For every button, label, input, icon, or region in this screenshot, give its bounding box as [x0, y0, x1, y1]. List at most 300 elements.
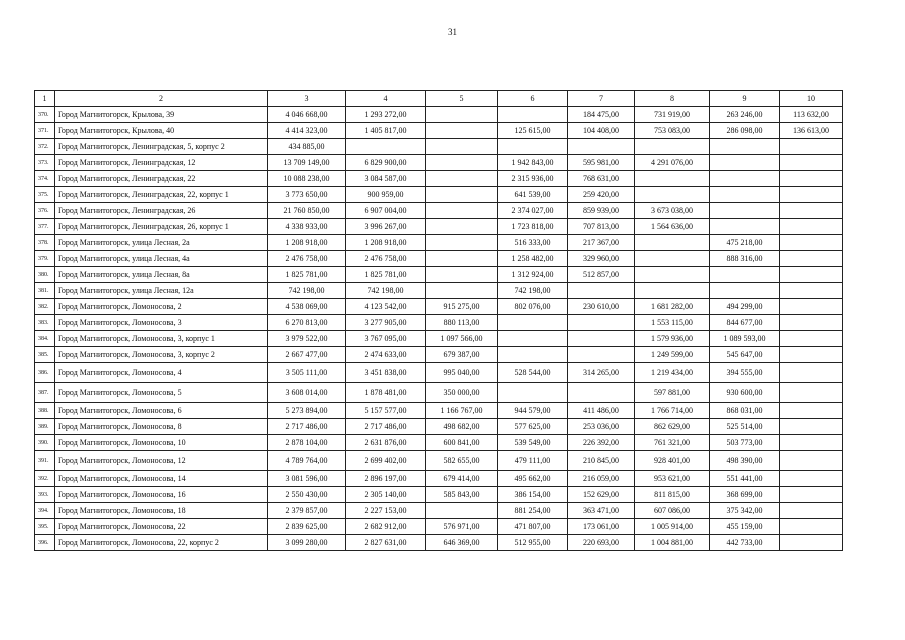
table-row [35, 107, 843, 123]
amount-cell: 471 807,00 [498, 519, 568, 535]
amount-cell: 394 555,00 [710, 363, 780, 383]
amount-cell: 1 564 636,00 [635, 219, 710, 235]
address-cell: Город Магнитогорск, Ленинградская, 26, корпус 1 [55, 219, 268, 235]
table-row [35, 331, 843, 347]
row-number-cell: 370. [35, 107, 55, 123]
address-cell: Город Магнитогорск, Ломоносова, 10 [55, 435, 268, 451]
amount-cell: 859 939,00 [568, 203, 635, 219]
amount-cell [635, 139, 710, 155]
table-row [35, 139, 843, 155]
amount-cell: 679 387,00 [426, 347, 498, 363]
amount-cell: 731 919,00 [635, 107, 710, 123]
amount-cell: 768 631,00 [568, 171, 635, 187]
amount-cell: 1 097 566,00 [426, 331, 498, 347]
amount-cell: 576 971,00 [426, 519, 498, 535]
amount-cell: 600 841,00 [426, 435, 498, 451]
amount-cell: 4 123 542,00 [346, 299, 426, 315]
amount-cell: 3 084 587,00 [346, 171, 426, 187]
amount-cell [568, 383, 635, 403]
amount-cell [635, 171, 710, 187]
table-row [35, 451, 843, 471]
amount-cell: 10 088 238,00 [268, 171, 346, 187]
column-header: 10 [780, 91, 843, 107]
table-row [35, 187, 843, 203]
amount-cell: 226 392,00 [568, 435, 635, 451]
amount-cell [780, 267, 843, 283]
amount-cell: 1 766 714,00 [635, 403, 710, 419]
amount-cell: 1 208 918,00 [268, 235, 346, 251]
amount-cell: 2 878 104,00 [268, 435, 346, 451]
amount-cell: 528 544,00 [498, 363, 568, 383]
amount-cell: 707 813,00 [568, 219, 635, 235]
amount-cell: 868 031,00 [710, 403, 780, 419]
address-cell: Город Магнитогорск, Ломоносова, 3, корпус 2 [55, 347, 268, 363]
page-number: 31 [448, 27, 457, 37]
address-cell: Город Магнитогорск, Ломоносова, 22 [55, 519, 268, 535]
amount-cell: 1 312 924,00 [498, 267, 568, 283]
table-row [35, 487, 843, 503]
row-number-cell: 385. [35, 347, 55, 363]
amount-cell: 3 505 111,00 [268, 363, 346, 383]
amount-cell [498, 383, 568, 403]
amount-cell [426, 171, 498, 187]
amount-cell: 2 374 027,00 [498, 203, 568, 219]
amount-cell: 641 539,00 [498, 187, 568, 203]
amount-cell: 551 441,00 [710, 471, 780, 487]
address-cell: Город Магнитогорск, Ломоносова, 5 [55, 383, 268, 403]
amount-cell: 1 723 818,00 [498, 219, 568, 235]
amount-cell [635, 235, 710, 251]
column-header: 6 [498, 91, 568, 107]
amount-cell: 1 681 282,00 [635, 299, 710, 315]
amount-cell [780, 155, 843, 171]
amount-cell: 539 549,00 [498, 435, 568, 451]
amount-cell [780, 235, 843, 251]
row-number-cell: 383. [35, 315, 55, 331]
amount-cell: 498 682,00 [426, 419, 498, 435]
table-row [35, 535, 843, 551]
amount-cell: 217 367,00 [568, 235, 635, 251]
table-row [35, 519, 843, 535]
address-cell: Город Магнитогорск, Ломоносова, 18 [55, 503, 268, 519]
amount-cell: 329 960,00 [568, 251, 635, 267]
amount-cell: 1 249 599,00 [635, 347, 710, 363]
amount-cell: 1 825 781,00 [346, 267, 426, 283]
amount-cell: 1 005 914,00 [635, 519, 710, 535]
amount-cell [780, 435, 843, 451]
table-row [35, 283, 843, 299]
row-number-cell: 378. [35, 235, 55, 251]
amount-cell: 4 538 069,00 [268, 299, 346, 315]
amount-cell: 2 379 857,00 [268, 503, 346, 519]
amount-cell: 1 219 434,00 [635, 363, 710, 383]
amount-cell [710, 267, 780, 283]
amount-cell: 597 881,00 [635, 383, 710, 403]
row-number-cell: 387. [35, 383, 55, 403]
amount-cell [635, 283, 710, 299]
address-cell: Город Магнитогорск, Ломоносова, 4 [55, 363, 268, 383]
table-row [35, 435, 843, 451]
row-number-cell: 389. [35, 419, 55, 435]
address-cell: Город Магнитогорск, улица Лесная, 8а [55, 267, 268, 283]
amount-cell [780, 535, 843, 551]
table-row [35, 155, 843, 171]
table-row [35, 383, 843, 403]
amount-cell [780, 471, 843, 487]
row-number-cell: 372. [35, 139, 55, 155]
amount-cell: 259 420,00 [568, 187, 635, 203]
amount-cell: 220 693,00 [568, 535, 635, 551]
amount-cell [635, 251, 710, 267]
row-number-cell: 390. [35, 435, 55, 451]
amount-cell [780, 171, 843, 187]
amount-cell: 1 089 593,00 [710, 331, 780, 347]
amount-cell: 434 885,00 [268, 139, 346, 155]
amount-cell: 375 342,00 [710, 503, 780, 519]
table-row [35, 267, 843, 283]
amount-cell [780, 363, 843, 383]
amount-cell: 1 942 843,00 [498, 155, 568, 171]
amount-cell: 125 615,00 [498, 123, 568, 139]
table-row [35, 363, 843, 383]
amount-cell [426, 107, 498, 123]
amount-cell: 495 662,00 [498, 471, 568, 487]
amount-cell [780, 315, 843, 331]
amount-cell: 1 405 817,00 [346, 123, 426, 139]
amount-cell [568, 315, 635, 331]
amount-cell: 479 111,00 [498, 451, 568, 471]
amount-cell: 2 227 153,00 [346, 503, 426, 519]
amount-cell [710, 139, 780, 155]
amount-cell: 595 981,00 [568, 155, 635, 171]
amount-cell [780, 299, 843, 315]
amount-cell [710, 283, 780, 299]
row-number-cell: 392. [35, 471, 55, 487]
amount-cell: 880 113,00 [426, 315, 498, 331]
table-row [35, 503, 843, 519]
amount-cell [780, 487, 843, 503]
amount-cell: 184 475,00 [568, 107, 635, 123]
row-number-cell: 381. [35, 283, 55, 299]
amount-cell [780, 403, 843, 419]
amount-cell: 2 827 631,00 [346, 535, 426, 551]
amount-cell [426, 203, 498, 219]
amount-cell: 5 273 894,00 [268, 403, 346, 419]
amount-cell: 2 682 912,00 [346, 519, 426, 535]
amount-cell: 944 579,00 [498, 403, 568, 419]
amount-cell [568, 283, 635, 299]
amount-cell: 2 699 402,00 [346, 451, 426, 471]
table-header-row [35, 91, 843, 107]
amount-cell [498, 331, 568, 347]
row-number-cell: 375. [35, 187, 55, 203]
amount-cell: 2 717 486,00 [346, 419, 426, 435]
amount-cell: 2 476 758,00 [268, 251, 346, 267]
amount-cell [780, 519, 843, 535]
amount-cell [710, 219, 780, 235]
row-number-cell: 379. [35, 251, 55, 267]
amount-cell: 230 610,00 [568, 299, 635, 315]
amount-cell: 136 613,00 [780, 123, 843, 139]
amount-cell [426, 187, 498, 203]
amount-cell [568, 139, 635, 155]
amount-cell: 173 061,00 [568, 519, 635, 535]
amount-cell: 1 208 918,00 [346, 235, 426, 251]
table-row [35, 235, 843, 251]
amount-cell: 1 166 767,00 [426, 403, 498, 419]
amount-cell [498, 107, 568, 123]
amount-cell [426, 283, 498, 299]
amount-cell: 888 316,00 [710, 251, 780, 267]
row-number-cell: 391. [35, 451, 55, 471]
amount-cell [710, 171, 780, 187]
amount-cell [780, 219, 843, 235]
amount-cell [426, 235, 498, 251]
amount-cell: 607 086,00 [635, 503, 710, 519]
amount-cell: 2 839 625,00 [268, 519, 346, 535]
table-body [35, 107, 843, 551]
amount-cell: 525 514,00 [710, 419, 780, 435]
amount-cell [346, 139, 426, 155]
amount-cell [780, 203, 843, 219]
amount-cell: 6 270 813,00 [268, 315, 346, 331]
address-cell: Город Магнитогорск, Ленинградская, 5, корпус 2 [55, 139, 268, 155]
amount-cell [426, 267, 498, 283]
row-number-cell: 374. [35, 171, 55, 187]
amount-cell: 4 046 668,00 [268, 107, 346, 123]
amount-cell: 2 550 430,00 [268, 487, 346, 503]
amount-cell [568, 347, 635, 363]
table-row [35, 219, 843, 235]
amount-cell [498, 139, 568, 155]
amount-cell: 3 773 650,00 [268, 187, 346, 203]
amount-cell: 2 667 477,00 [268, 347, 346, 363]
address-cell: Город Магнитогорск, Крылова, 39 [55, 107, 268, 123]
amount-cell: 6 907 004,00 [346, 203, 426, 219]
amount-cell: 930 600,00 [710, 383, 780, 403]
amount-cell: 350 000,00 [426, 383, 498, 403]
amount-cell: 802 076,00 [498, 299, 568, 315]
amount-cell: 582 655,00 [426, 451, 498, 471]
amount-cell [498, 315, 568, 331]
address-cell: Город Магнитогорск, улица Лесная, 2а [55, 235, 268, 251]
amount-cell: 2 474 633,00 [346, 347, 426, 363]
amount-cell: 1 258 482,00 [498, 251, 568, 267]
amount-cell: 512 857,00 [568, 267, 635, 283]
amount-cell: 1 878 481,00 [346, 383, 426, 403]
amount-cell [710, 203, 780, 219]
amount-cell: 862 629,00 [635, 419, 710, 435]
amount-cell: 253 036,00 [568, 419, 635, 435]
amount-cell: 953 621,00 [635, 471, 710, 487]
amount-cell: 2 305 140,00 [346, 487, 426, 503]
column-header: 1 [35, 91, 55, 107]
amount-cell [426, 155, 498, 171]
amount-cell: 844 677,00 [710, 315, 780, 331]
table-row [35, 471, 843, 487]
amount-cell: 1 553 115,00 [635, 315, 710, 331]
amount-cell [710, 155, 780, 171]
amount-cell: 3 451 838,00 [346, 363, 426, 383]
amount-cell: 679 414,00 [426, 471, 498, 487]
amount-cell: 1 825 781,00 [268, 267, 346, 283]
amount-cell [780, 383, 843, 403]
address-cell: Город Магнитогорск, Ломоносова, 22, корпус 2 [55, 535, 268, 551]
table-row [35, 419, 843, 435]
address-cell: Город Магнитогорск, Ленинградская, 22 [55, 171, 268, 187]
amount-cell: 742 198,00 [268, 283, 346, 299]
amount-cell: 811 815,00 [635, 487, 710, 503]
amount-cell [498, 347, 568, 363]
amount-cell [780, 251, 843, 267]
table-row [35, 123, 843, 139]
amount-cell: 742 198,00 [498, 283, 568, 299]
amount-cell: 2 631 876,00 [346, 435, 426, 451]
amount-cell: 503 773,00 [710, 435, 780, 451]
address-cell: Город Магнитогорск, Ломоносова, 8 [55, 419, 268, 435]
column-header: 2 [55, 91, 268, 107]
table-row [35, 251, 843, 267]
address-cell: Город Магнитогорск, Ломоносова, 3 [55, 315, 268, 331]
row-number-cell: 376. [35, 203, 55, 219]
amount-cell [780, 283, 843, 299]
amount-cell: 516 333,00 [498, 235, 568, 251]
amount-cell: 498 390,00 [710, 451, 780, 471]
column-header: 4 [346, 91, 426, 107]
amount-cell [426, 123, 498, 139]
row-number-cell: 395. [35, 519, 55, 535]
amount-cell: 545 647,00 [710, 347, 780, 363]
amount-cell [568, 331, 635, 347]
amount-cell [426, 503, 498, 519]
row-number-cell: 388. [35, 403, 55, 419]
row-number-cell: 386. [35, 363, 55, 383]
amount-cell: 2 476 758,00 [346, 251, 426, 267]
amount-cell: 3 673 038,00 [635, 203, 710, 219]
address-cell: Город Магнитогорск, Ленинградская, 26 [55, 203, 268, 219]
amount-cell [635, 187, 710, 203]
address-cell: Город Магнитогорск, улица Лесная, 4а [55, 251, 268, 267]
amount-cell: 216 059,00 [568, 471, 635, 487]
amount-cell: 2 717 486,00 [268, 419, 346, 435]
table-row [35, 347, 843, 363]
amount-cell: 742 198,00 [346, 283, 426, 299]
row-number-cell: 371. [35, 123, 55, 139]
amount-cell: 1 293 272,00 [346, 107, 426, 123]
amount-cell: 3 608 014,00 [268, 383, 346, 403]
address-cell: Город Магнитогорск, Ломоносова, 6 [55, 403, 268, 419]
amount-cell: 210 845,00 [568, 451, 635, 471]
amount-cell: 6 829 900,00 [346, 155, 426, 171]
amount-cell: 113 632,00 [780, 107, 843, 123]
amount-cell: 915 275,00 [426, 299, 498, 315]
row-number-cell: 382. [35, 299, 55, 315]
amount-cell: 3 081 596,00 [268, 471, 346, 487]
amount-cell: 152 629,00 [568, 487, 635, 503]
amount-cell [426, 219, 498, 235]
amount-cell: 585 843,00 [426, 487, 498, 503]
amount-cell: 512 955,00 [498, 535, 568, 551]
amount-cell [426, 139, 498, 155]
amount-cell: 263 246,00 [710, 107, 780, 123]
address-cell: Город Магнитогорск, Ломоносова, 12 [55, 451, 268, 471]
amount-cell: 761 321,00 [635, 435, 710, 451]
amount-cell: 13 709 149,00 [268, 155, 346, 171]
address-cell: Город Магнитогорск, Ломоносова, 16 [55, 487, 268, 503]
address-cell: Город Магнитогорск, Ленинградская, 22, корпус 1 [55, 187, 268, 203]
amount-cell: 3 996 267,00 [346, 219, 426, 235]
amount-cell: 411 486,00 [568, 403, 635, 419]
row-number-cell: 396. [35, 535, 55, 551]
address-cell: Город Магнитогорск, Ломоносова, 2 [55, 299, 268, 315]
amount-cell: 1 579 936,00 [635, 331, 710, 347]
amount-cell [780, 419, 843, 435]
amount-cell: 646 369,00 [426, 535, 498, 551]
amount-cell [780, 331, 843, 347]
column-header: 9 [710, 91, 780, 107]
row-number-cell: 380. [35, 267, 55, 283]
row-number-cell: 377. [35, 219, 55, 235]
amount-cell: 881 254,00 [498, 503, 568, 519]
amount-cell [426, 251, 498, 267]
row-number-cell: 384. [35, 331, 55, 347]
column-header: 7 [568, 91, 635, 107]
amount-cell: 995 040,00 [426, 363, 498, 383]
amount-cell: 455 159,00 [710, 519, 780, 535]
address-cell: Город Магнитогорск, Ленинградская, 12 [55, 155, 268, 171]
amount-cell: 3 099 280,00 [268, 535, 346, 551]
amount-cell [780, 451, 843, 471]
row-number-cell: 394. [35, 503, 55, 519]
amount-cell: 286 098,00 [710, 123, 780, 139]
table-row [35, 203, 843, 219]
amount-cell: 3 979 522,00 [268, 331, 346, 347]
amount-cell: 104 408,00 [568, 123, 635, 139]
amount-cell: 3 277 905,00 [346, 315, 426, 331]
amount-cell [780, 187, 843, 203]
amount-cell: 386 154,00 [498, 487, 568, 503]
amount-cell: 4 789 764,00 [268, 451, 346, 471]
amount-cell: 4 414 323,00 [268, 123, 346, 139]
amount-cell: 475 218,00 [710, 235, 780, 251]
address-cell: Город Магнитогорск, Ломоносова, 3, корпус 1 [55, 331, 268, 347]
amount-cell [710, 187, 780, 203]
amount-cell: 2 315 936,00 [498, 171, 568, 187]
amount-cell: 2 896 197,00 [346, 471, 426, 487]
amount-cell: 368 699,00 [710, 487, 780, 503]
column-header: 8 [635, 91, 710, 107]
amount-cell: 314 265,00 [568, 363, 635, 383]
data-table [34, 90, 843, 551]
amount-cell: 363 471,00 [568, 503, 635, 519]
amount-cell [635, 267, 710, 283]
row-number-cell: 393. [35, 487, 55, 503]
address-cell: Город Магнитогорск, Крылова, 40 [55, 123, 268, 139]
amount-cell: 21 760 850,00 [268, 203, 346, 219]
table-row [35, 315, 843, 331]
amount-cell: 442 733,00 [710, 535, 780, 551]
address-cell: Город Магнитогорск, улица Лесная, 12а [55, 283, 268, 299]
column-header: 5 [426, 91, 498, 107]
amount-cell: 494 299,00 [710, 299, 780, 315]
amount-cell [780, 139, 843, 155]
column-header: 3 [268, 91, 346, 107]
table-row [35, 403, 843, 419]
amount-cell: 4 338 933,00 [268, 219, 346, 235]
table-row [35, 299, 843, 315]
amount-cell [780, 347, 843, 363]
amount-cell: 753 083,00 [635, 123, 710, 139]
